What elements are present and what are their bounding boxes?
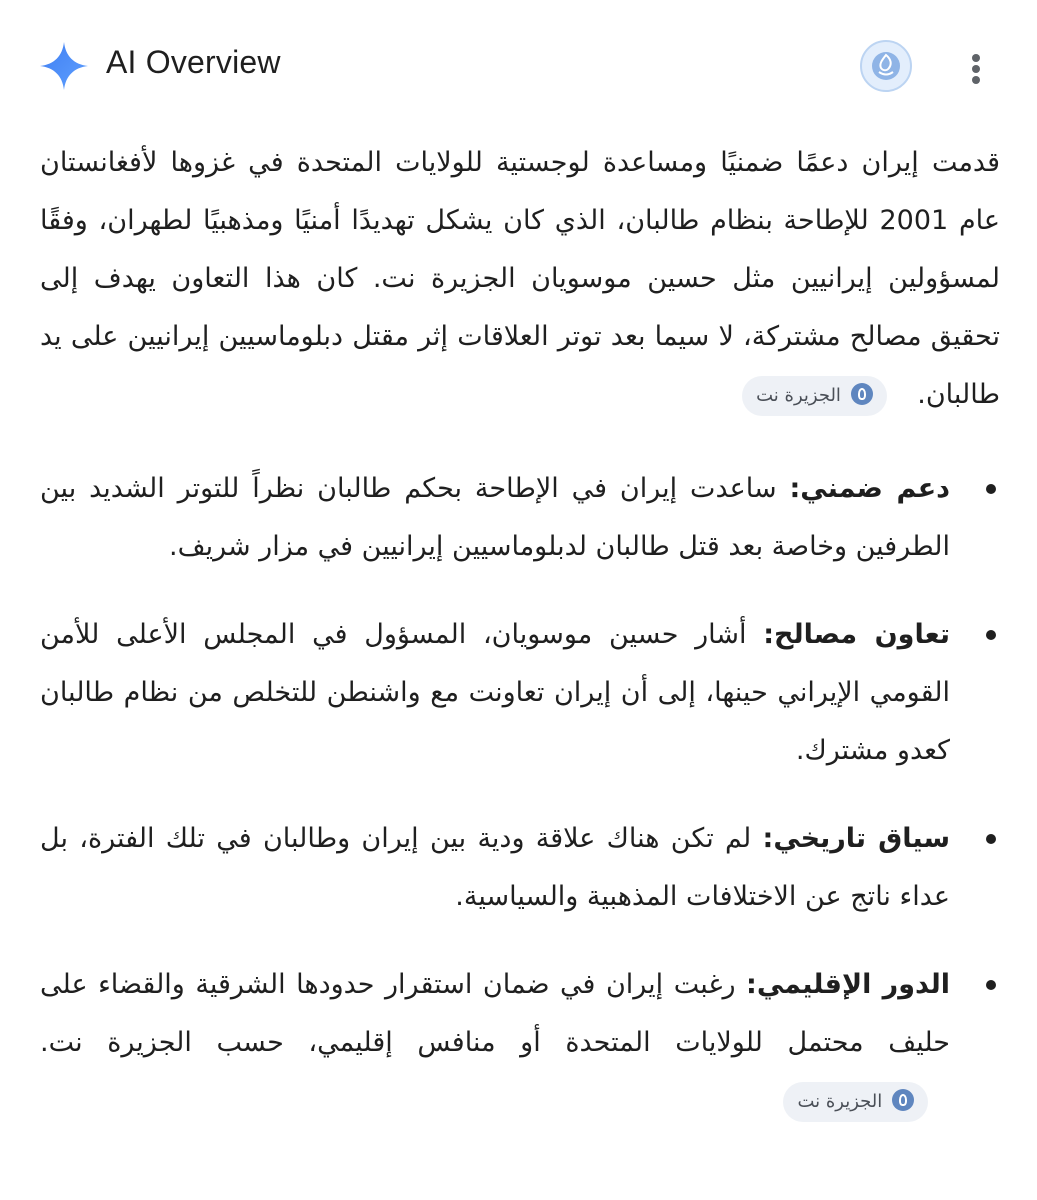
bullet-dot bbox=[986, 484, 996, 494]
intro-paragraph bbox=[40, 134, 1000, 424]
list-item bbox=[40, 956, 1000, 1130]
bullet-dot bbox=[986, 980, 996, 990]
bullet-term: تعاون مصالح: bbox=[763, 619, 950, 650]
source-chip[interactable] bbox=[742, 376, 887, 416]
bullet-text: لم تكن هناك علاقة ودية بين إيران وطالبان في تلك الفترة، بل عداء ناتج عن الاختلافات المذهبية والسياسية. bbox=[40, 823, 950, 912]
intro-text: قدمت إيران دعمًا ضمنيًا ومساعدة لوجستية للولايات المتحدة في غزوها لأفغانستان عام 2001 للإطاحة بنظام طالبان، الذي كان يشكل تهديدًا أمنيًا ومذهبيًا لطهران، وفقًا لمسؤولين إيرانيين مثل حسين موسويان الجزيرة نت. كان هذا التعاون يهدف إلى تحقيق مصالح مشتركة، لا سيما بعد توتر العلاقات إثر مقتل دبلوماسيين إيرانيين على يد طالبان. bbox=[40, 147, 1000, 410]
ai-overview-header bbox=[0, 0, 1037, 130]
bullet-term: دعم ضمني: bbox=[789, 473, 951, 504]
source-chip[interactable] bbox=[783, 1082, 928, 1122]
source-chip-label: الجزيرة نت bbox=[797, 1090, 883, 1112]
bullet-text: ساعدت إيران في الإطاحة بحكم طالبان نظراً للتوتر الشديد بين الطرفين وخاصة بعد قتل طالبان لدبلوماسيين إيرانيين في مزار شريف. bbox=[40, 473, 950, 562]
sparkle-icon bbox=[38, 40, 90, 92]
key-points-list bbox=[40, 460, 1000, 1130]
bullet-term: سياق تاريخي: bbox=[762, 823, 951, 854]
bullet-text: أشار حسين موسويان، المسؤول في المجلس الأعلى للأمن القومي الإيراني حينها، إلى أن إيران تعاونت مع واشنطن للتخلص من نظام طالبان كعدو مشترك. bbox=[40, 619, 950, 766]
aljazeera-logo-icon bbox=[892, 1089, 914, 1111]
bullet-dot bbox=[986, 630, 996, 640]
bullet-text: رغبت إيران في ضمان استقرار حدودها الشرقية والقضاء على حليف محتمل للولايات المتحدة أو منافس إقليمي، حسب الجزيرة نت. bbox=[40, 969, 950, 1058]
source-chip-label: الجزيرة نت bbox=[756, 384, 841, 406]
list-item bbox=[40, 810, 1000, 926]
overview-content bbox=[40, 134, 1000, 1160]
more-vert-icon[interactable] bbox=[962, 48, 990, 88]
bullet-dot bbox=[986, 834, 996, 844]
aljazeera-logo-icon bbox=[851, 383, 873, 405]
list-item bbox=[40, 460, 1000, 576]
page-title: AI Overview bbox=[106, 44, 281, 80]
list-item bbox=[40, 606, 1000, 780]
aljazeera-logo-icon bbox=[870, 50, 902, 82]
bullet-term: الدور الإقليمي: bbox=[746, 969, 950, 1000]
source-avatar[interactable] bbox=[860, 40, 912, 92]
